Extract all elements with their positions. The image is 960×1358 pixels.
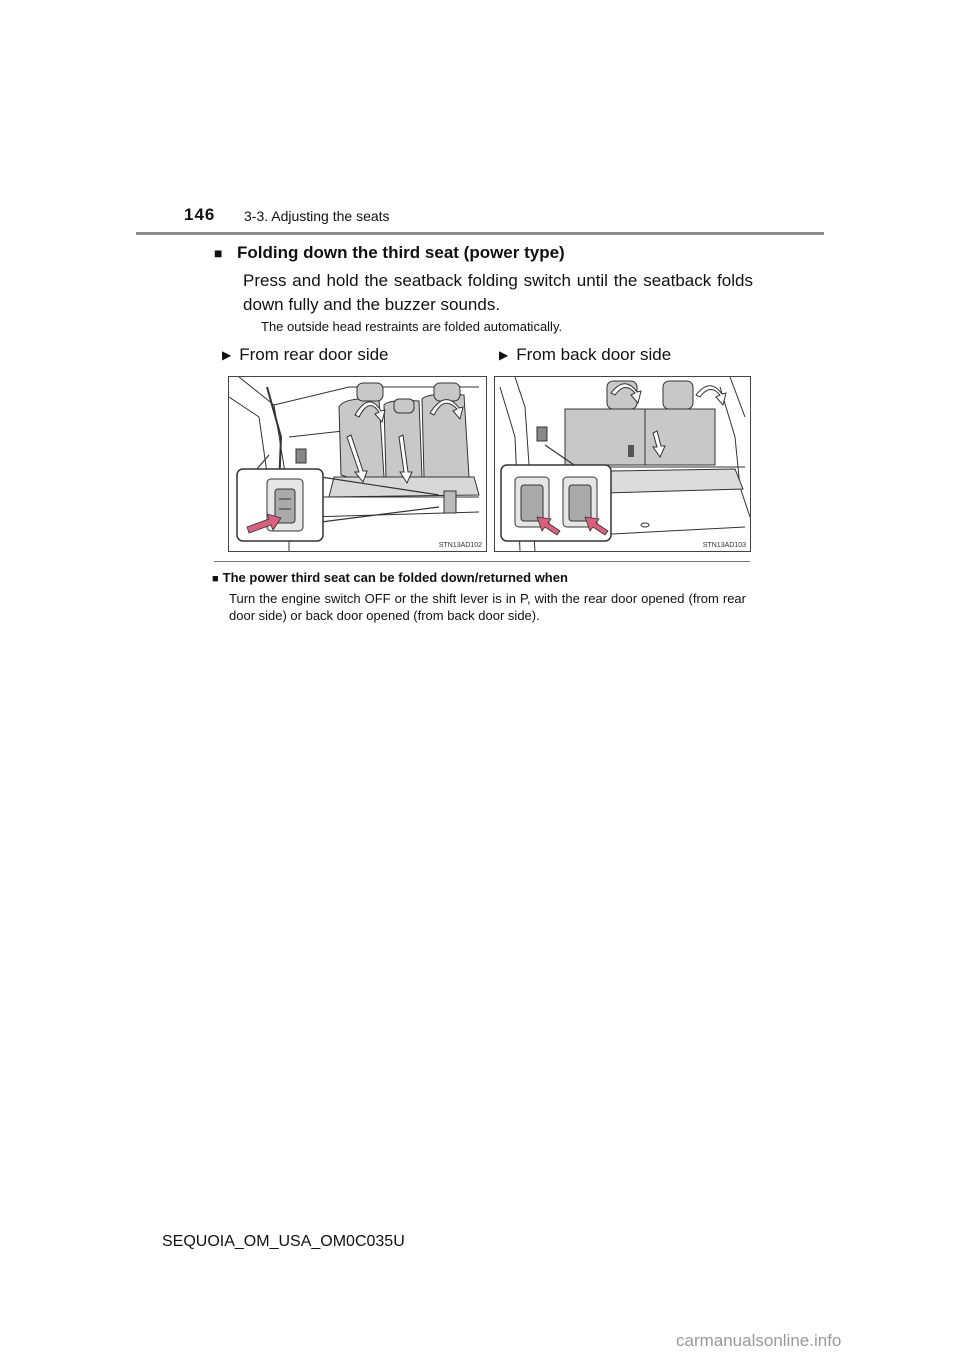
back-door-illustration bbox=[495, 377, 750, 551]
supplement-heading: ■ The power third seat can be folded down/returned when bbox=[212, 570, 568, 585]
square-bullet-icon: ■ bbox=[214, 245, 223, 261]
illustration-back-door-side bbox=[494, 376, 751, 552]
rear-door-illustration bbox=[229, 377, 486, 551]
watermark: carmanualsonline.info bbox=[676, 1331, 842, 1350]
page-number: 146 bbox=[184, 205, 216, 224]
figure-code: STN13AD102 bbox=[438, 542, 482, 549]
section-title: 3-3. Adjusting the seats bbox=[244, 208, 390, 224]
heading-text: Folding down the third seat (power type) bbox=[237, 243, 565, 262]
section-heading bbox=[214, 243, 565, 263]
triangle-bullet-icon: ▶ bbox=[222, 348, 232, 362]
document-code: SEQUOIA_OM_USA_OM0C035U bbox=[162, 1233, 405, 1250]
illustration-rear-door-side bbox=[228, 376, 487, 552]
figure-label-back-door: ▶ From back door side bbox=[499, 345, 672, 364]
supplement-body: Turn the engine switch OFF or the shift lever is in P, with the rear door opened (from rear door side) or back door opened (from back door side). bbox=[229, 591, 746, 623]
figure-code: STN13AD103 bbox=[702, 542, 746, 549]
instruction-text: Press and hold the seatback folding switch until the seatback folds down fully and the buzzer sounds. bbox=[243, 271, 753, 314]
square-bullet-icon: ■ bbox=[212, 573, 219, 585]
section-divider bbox=[214, 561, 750, 562]
note-text: The outside head restraints are folded automatically. bbox=[261, 319, 563, 334]
triangle-bullet-icon: ▶ bbox=[499, 348, 509, 362]
figure-label-rear-door: ▶ From rear door side bbox=[222, 345, 389, 364]
header-rule bbox=[136, 232, 824, 235]
